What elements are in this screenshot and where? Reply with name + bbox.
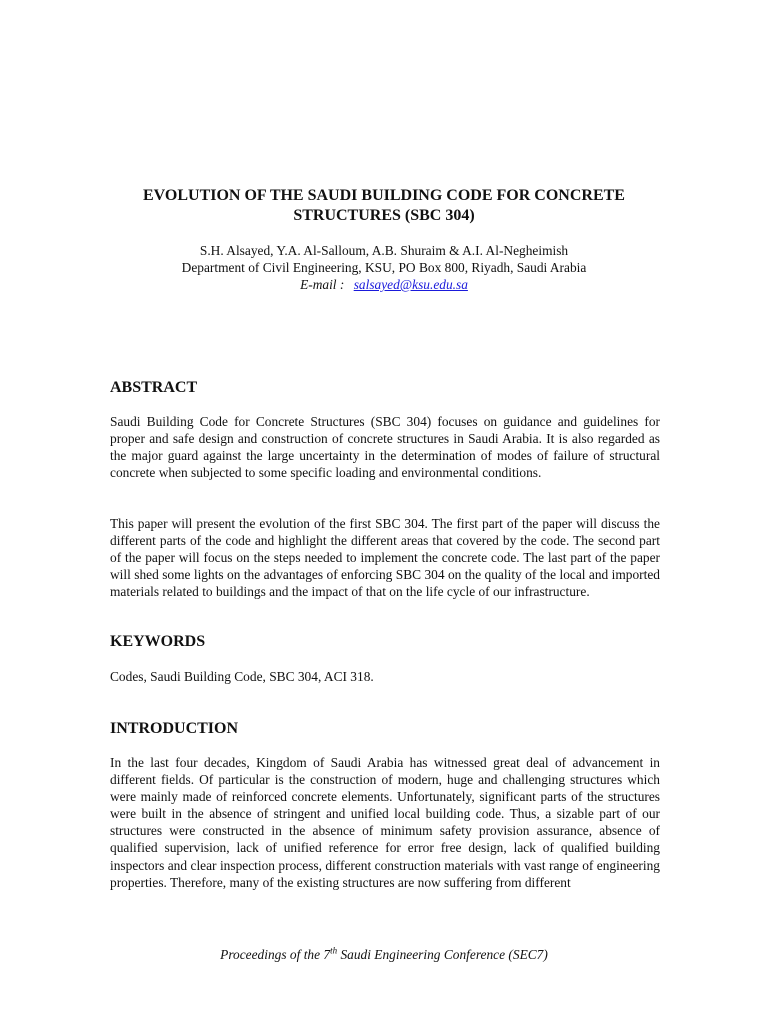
paper-title (90, 186, 678, 226)
email-line (90, 276, 678, 293)
title-line-1: EVOLUTION OF THE SAUDI BUILDING CODE FOR CONCRETE (143, 187, 625, 204)
abstract-paragraph-1: Saudi Building Code for Concrete Structures (SBC 304) focuses on guidance and guidelines for proper and safe design and construction of concrete structures in Saudi Arabia. It is also regarded as the major guard against the large uncertainty in the determination of modes of failure of structural concrete when subjected to some specific loading and environmental conditions. (110, 414, 660, 481)
email-label: E-mail : (300, 277, 345, 292)
author-block (90, 242, 678, 293)
footer-suffix: Saudi Engineering Conference (SEC7) (337, 947, 548, 962)
title-line-2: STRUCTURES (SBC 304) (293, 207, 475, 224)
author-names: S.H. Alsayed, Y.A. Al-Salloum, A.B. Shuraim & A.I. Al-Negheimish (199, 243, 569, 258)
footer-prefix: Proceedings of the 7 (220, 947, 331, 962)
introduction-paragraph-1: In the last four decades, Kingdom of Saudi Arabia has witnessed great deal of advancement in different fields. Of particular is the construction of modern, huge and challenging structures which were mainly made of reinforced concrete elements. Unfortunately, significant parts of the structures were built in the absence of stringent and unified local building code. Thus, a sizable part of our structures were constructed in the absence of minimum safety provision assurance, absence of qualified supervision, lack of unified reference for error free design, lack of qualified building inspectors and clear inspection process, different construction materials with vast range of engineering properties. Therefore, many of the existing structures are now suffering from different (110, 755, 660, 890)
email-link[interactable]: salsayed@ksu.edu.sa (353, 277, 468, 292)
author-affiliation: Department of Civil Engineering, KSU, PO Box 800, Riyadh, Saudi Arabia (181, 260, 587, 275)
keywords-heading: KEYWORDS (110, 633, 206, 650)
keywords-text: Codes, Saudi Building Code, SBC 304, ACI 318. (110, 669, 374, 684)
abstract-paragraph-2: This paper will present the evolution of the first SBC 304. The first part of the paper will discuss the different parts of the code and highlight the different areas that covered by the code. The second part of the paper will focus on the steps needed to implement the concrete code. The last part of the paper will shed some lights on the advantages of enforcing SBC 304 on the quality of the local and imported materials related to buildings and the impact of that on the life cycle of our infrastructure. (110, 516, 660, 600)
abstract-heading: ABSTRACT (110, 379, 198, 396)
footer-superscript: th (330, 945, 338, 956)
page-footer (90, 946, 678, 963)
introduction-heading: INTRODUCTION (110, 720, 239, 737)
